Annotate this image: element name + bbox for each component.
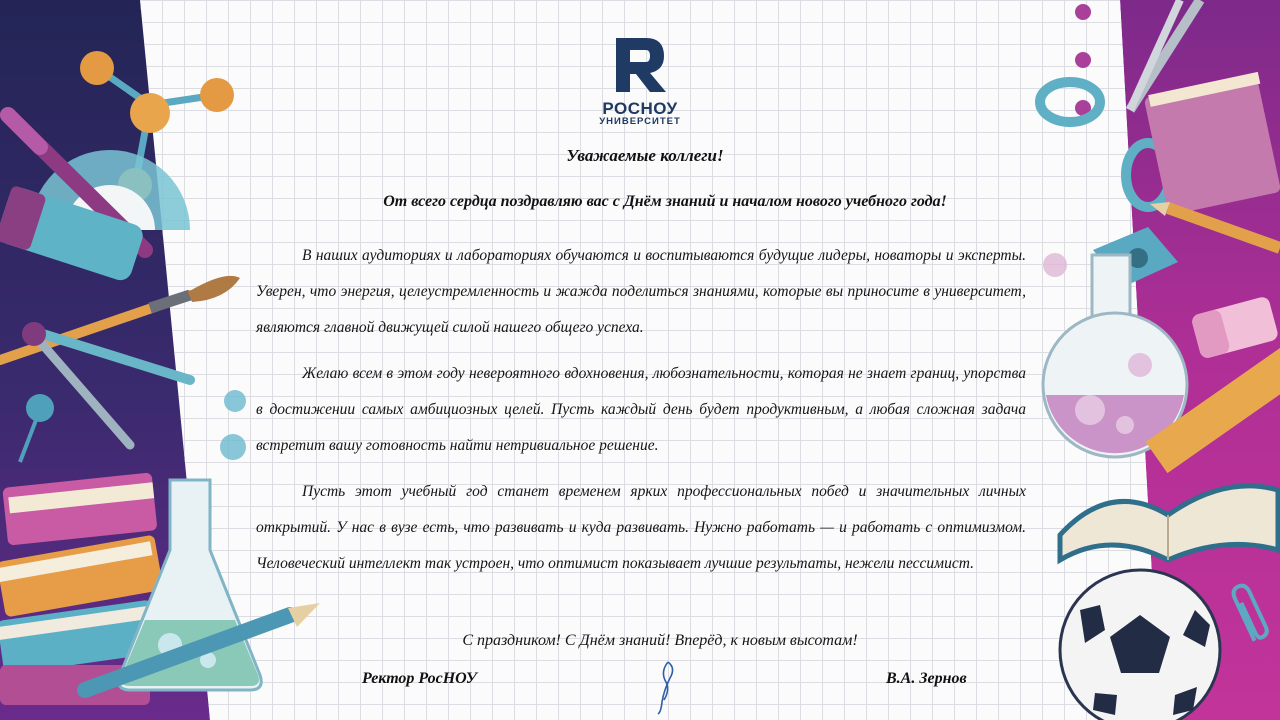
handwritten-signature [650, 660, 680, 715]
logo-r-mark-icon [610, 36, 670, 94]
logo-subtitle: УНИВЕРСИТЕТ [599, 116, 681, 127]
open-book-icon [1050, 450, 1280, 570]
bubbles-icon [215, 385, 255, 475]
soccer-ball-icon [1055, 565, 1225, 720]
notebook-icon [1150, 55, 1280, 215]
paragraph-3: Пусть этот учебный год станет временем ярких профессиональных побед и значительных личных открытий. У нас в вузе есть, что развивать и куда развивать. Нужно работать — и работать с оптимизмом. Человеческий интеллект так устроен, что оптимист показывает лучшие результаты, нежели пессимист. [256, 483, 1026, 572]
letter-body [256, 238, 1026, 592]
headline: От всего сердца поздравляю вас с Днём знаний и началом нового учебного года! [383, 193, 947, 210]
pushpin-icon [12, 392, 62, 467]
paperclip-icon [1232, 580, 1268, 650]
university-logo [588, 36, 692, 127]
greeting: Уважаемые коллеги! [566, 146, 724, 165]
logo-name: РОСНОУ [602, 99, 678, 118]
paragraph-1: В наших аудиториях и лабораториях обучаются и воспитываются будущие лидеры, новаторы и эксперты. Уверен, что энергия, целеустремленность и жажда поделиться знаниями, которые вы приносите в университет, являются главной движущей силой нашего общего успеха. [256, 247, 1026, 336]
paragraph-2: Желаю всем в этом году невероятного вдохновения, любознательности, которая не знает границ, упорства в достижении самых амбициозных целей. Пусть каждый день будет продуктивным, а любая сложная задача встретит вашу готовность найти нетривиальное решение. [256, 365, 1026, 454]
closing-line: С праздником! С Днём знаний! Вперёд, к новым высотам! [462, 632, 858, 649]
signer-name: В.А. Зернов [886, 670, 967, 687]
signer-position: Ректор РосНОУ [362, 670, 477, 687]
pencil-icon [75, 595, 325, 705]
